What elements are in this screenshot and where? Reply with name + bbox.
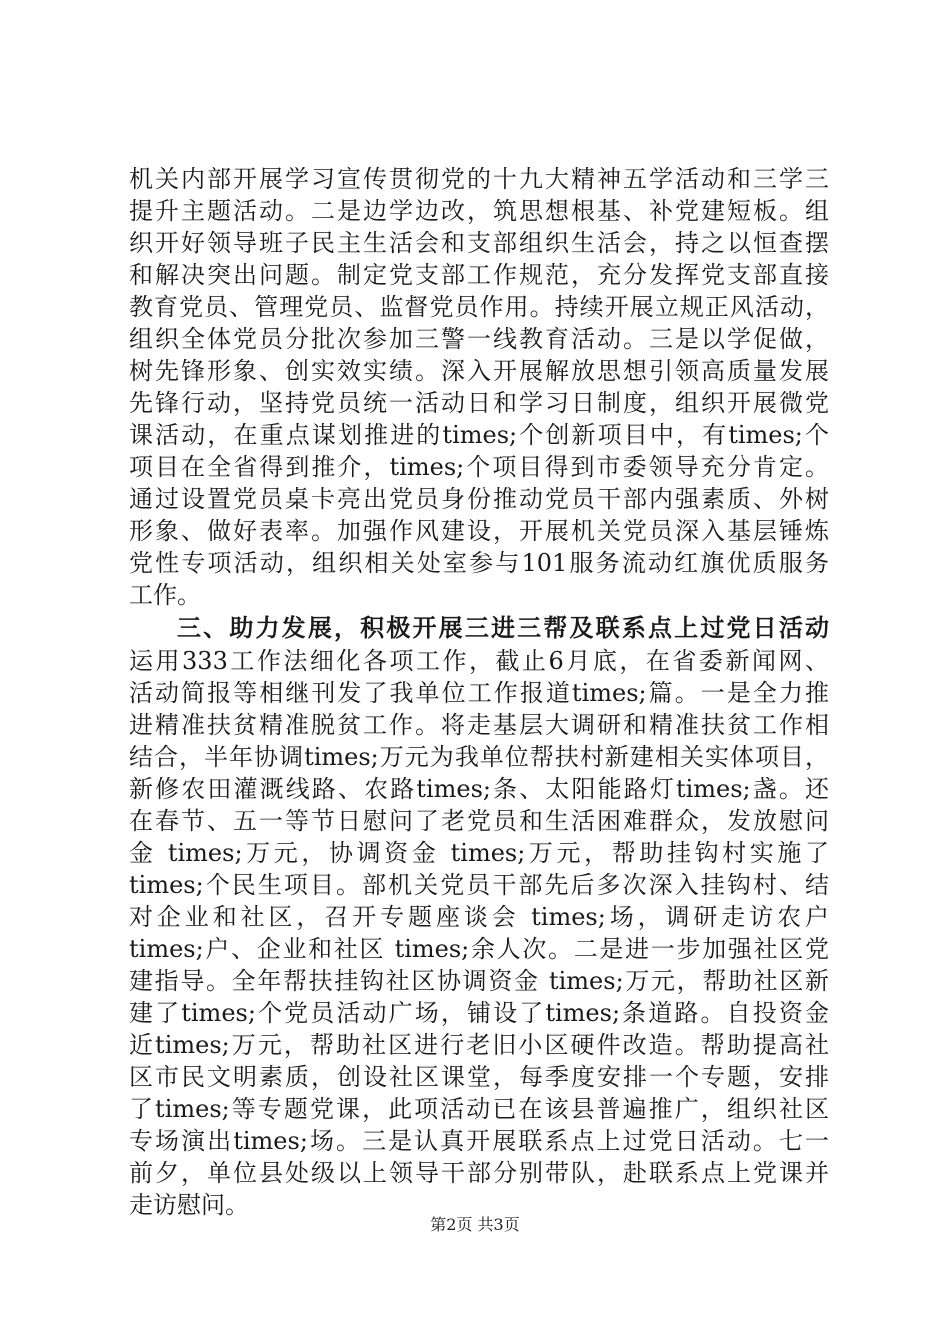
text-line: 树先锋形象、创实效实绩。深入开展解放思想引领高质量发展: [129, 357, 829, 385]
document-body: [129, 163, 829, 1221]
text-line: 通过设置党员桌卡亮出党员身份推动党员干部内强素质、外树: [129, 485, 829, 513]
text-line: 进精准扶贫精准脱贫工作。将走基层大调研和精准扶贫工作相: [129, 711, 829, 739]
text-line: 先锋行动，坚持党员统一活动日和学习日制度，组织开展微党: [129, 389, 829, 417]
page-footer: 第2页 共3页: [430, 1215, 520, 1234]
paragraph-1: [129, 163, 829, 611]
text-line: 项目在全省得到推介，times;个项目得到市委领导充分肯定。: [129, 453, 829, 481]
text-line: 党性专项活动，组织相关处室参与101服务流动红旗优质服务: [129, 549, 829, 577]
text-line: 新修农田灌溉线路、农路times;条、太阳能路灯times;盏。还: [129, 775, 829, 803]
text-line: 组织全体党员分批次参加三警一线教育活动。三是以学促做，: [129, 325, 829, 353]
text-line: 区市民文明素质，创设社区课堂，每季度安排一个专题，安排: [129, 1063, 829, 1091]
text-line: 了times;等专题党课，此项活动已在该县普遍推广，组织社区: [129, 1095, 829, 1123]
text-line: 形象、做好表率。加强作风建设，开展机关党员深入基层锤炼: [129, 517, 829, 545]
text-line: 在春节、五一等节日慰问了老党员和生活困难群众，发放慰问: [129, 807, 829, 835]
text-line: 运用333工作法细化各项工作，截止6月底，在省委新闻网、: [129, 647, 829, 675]
text-line: 专场演出times;场。三是认真开展联系点上过党日活动。七一: [129, 1127, 829, 1155]
text-line: 活动简报等相继刊发了我单位工作报道times;篇。一是全力推: [129, 679, 829, 707]
paragraph-2: [129, 645, 829, 1221]
section-heading: 三、助力发展，积极开展三进三帮及联系点上过党日活动: [177, 613, 829, 642]
text-line: 建指导。全年帮扶挂钩社区协调资金 times;万元，帮助社区新: [129, 967, 829, 995]
text-line: 金 times;万元，协调资金 times;万元，帮助挂钩村实施了: [129, 839, 829, 867]
text-line: 和解决突出问题。制定党支部工作规范，充分发挥党支部直接: [129, 261, 829, 289]
text-line: 对企业和社区，召开专题座谈会 times;场，调研走访农户: [129, 903, 829, 931]
text-line: 前夕，单位县处级以上领导干部分别带队，赴联系点上党课并: [129, 1159, 829, 1187]
text-line: 结合，半年协调times;万元为我单位帮扶村新建相关实体项目，: [129, 743, 829, 771]
text-line: 走访慰问。: [129, 1191, 249, 1219]
text-line: 机关内部开展学习宣传贯彻党的十九大精神五学活动和三学三: [129, 165, 829, 193]
text-line: 近times;万元，帮助社区进行老旧小区硬件改造。帮助提高社: [129, 1031, 829, 1059]
text-line: 织开好领导班子民主生活会和支部组织生活会，持之以恒查摆: [129, 229, 829, 257]
text-line: 课活动，在重点谋划推进的times;个创新项目中，有times;个: [129, 421, 829, 449]
text-line: 工作。: [129, 581, 201, 609]
text-line: 教育党员、管理党员、监督党员作用。持续开展立规正风活动，: [129, 293, 829, 321]
text-line: times;户、企业和社区 times;余人次。二是进一步加强社区党: [129, 935, 829, 963]
text-line: 提升主题活动。二是边学边改，筑思想根基、补党建短板。组: [129, 197, 829, 225]
text-line: times;个民生项目。部机关党员干部先后多次深入挂钩村、结: [129, 871, 829, 899]
text-line: 建了times;个党员活动广场，铺设了times;条道路。自投资金: [129, 999, 829, 1027]
